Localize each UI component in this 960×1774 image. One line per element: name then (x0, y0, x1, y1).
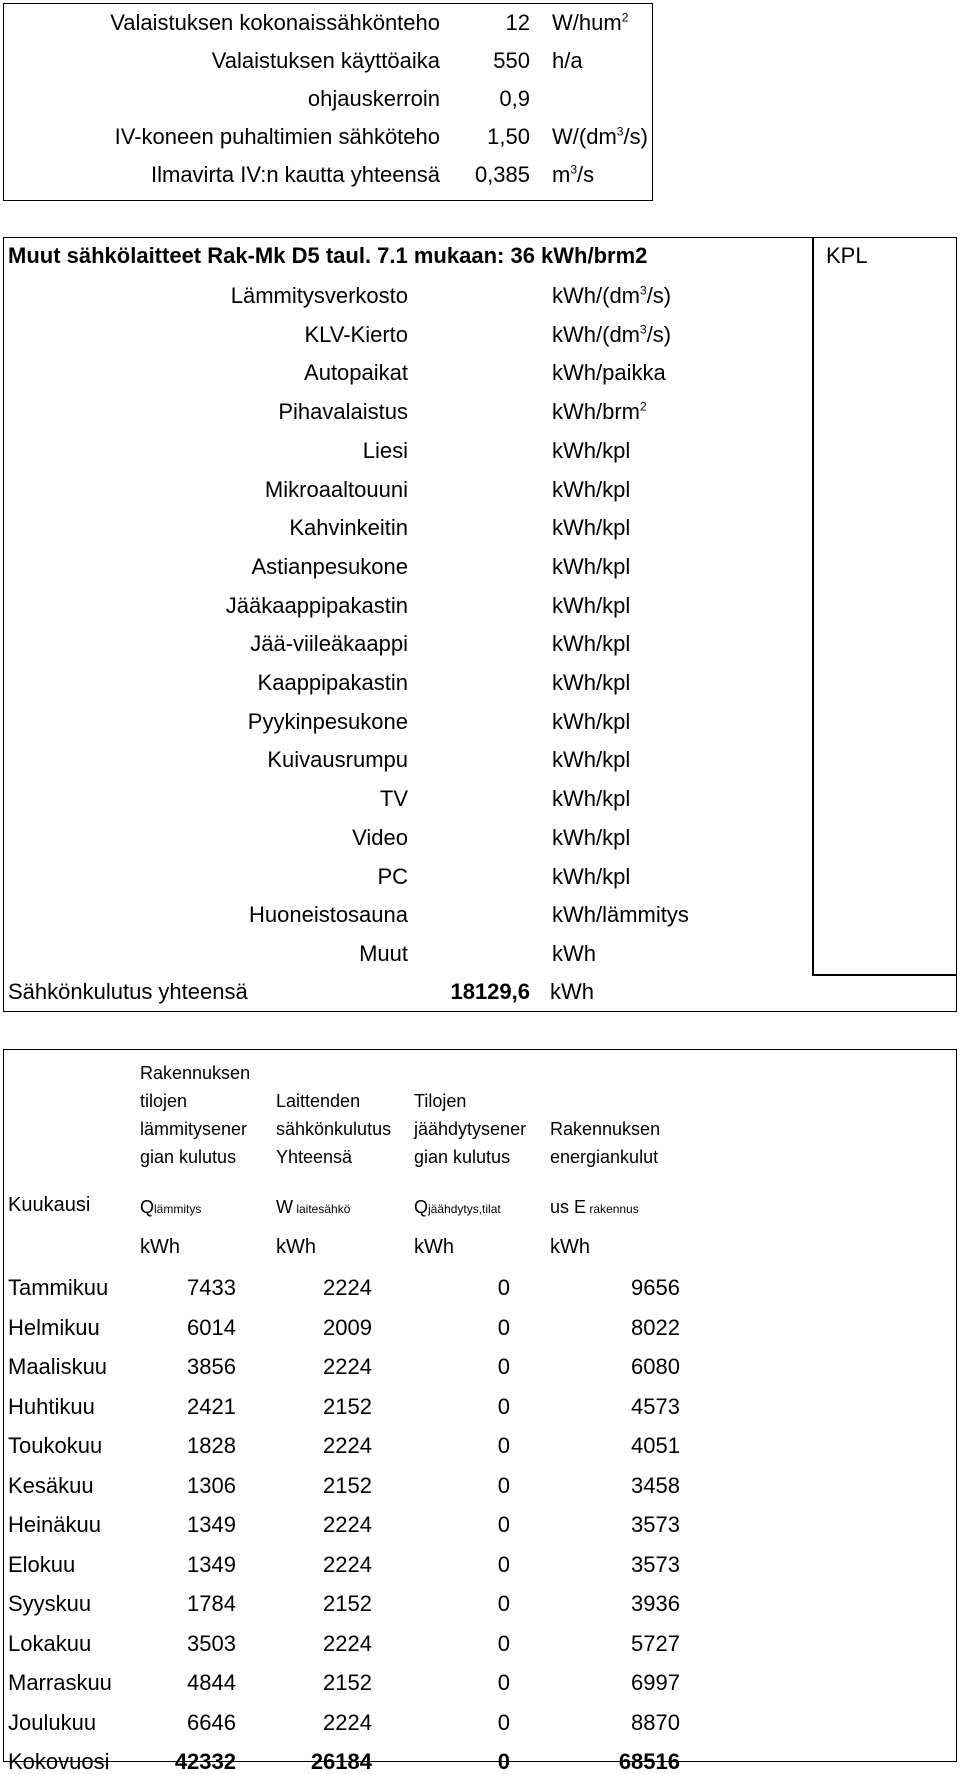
table-row-value: 1828 (187, 1433, 236, 1458)
table-row-value: 4573 (631, 1393, 680, 1419)
table-row-value: 0 (497, 1670, 510, 1695)
param-unit: $m^3/s$ (552, 162, 595, 187)
column-header-line: Rakennuksen (140, 1063, 251, 1083)
appliance-label: Autopaikat (304, 360, 408, 386)
column-header-line: Rakennuksen (550, 1119, 661, 1139)
column-header-line: tilojen (140, 1091, 188, 1111)
appliance-unit: kWh/kpl (552, 670, 631, 695)
param-unit: W/hum$^2$ (552, 10, 629, 35)
column-symbol: Qjäähdytys,tilat (414, 1197, 501, 1217)
param-value: 0,385 (474, 162, 530, 187)
table-row-month: Tammikuu (8, 1275, 109, 1300)
column-symbol-subscript: rakennus (586, 1202, 639, 1216)
total-value: 18129,6 (450, 979, 530, 1004)
table-row-value: 4051 (631, 1433, 680, 1458)
param-label: Valaistuksen kokonaissähkönteho (110, 10, 440, 35)
param-value: 550 (493, 48, 530, 73)
table-row-value: 2224 (323, 1275, 372, 1300)
table-row-value: 3856 (187, 1354, 236, 1379)
kpl-column-divider (812, 237, 814, 975)
appliance-unit: kWh/kpl (552, 708, 631, 734)
appliance-label: KLV-Kierto (304, 321, 408, 347)
appliances-box (3, 237, 957, 1012)
appliance-label: Lämmitysverkosto (230, 283, 408, 308)
table-row-month: Heinäkuu (8, 1512, 101, 1537)
param-label: Valaistuksen käyttöaika (211, 48, 440, 73)
table-row-value: 2152 (323, 1591, 372, 1616)
row-header: Kuukausi (8, 1194, 91, 1216)
table-row-value: 1306 (187, 1472, 236, 1498)
unit-superscript: 2 (621, 10, 629, 25)
appliance-label: PC (377, 863, 408, 889)
appliance-unit: kWh/kpl (552, 747, 631, 773)
table-row-value: 8022 (631, 1314, 680, 1340)
appliance-label: Jääkaappipakastin (225, 592, 408, 618)
column-header-line: energiankulut (550, 1147, 659, 1167)
column-symbol: Qlämmitys (140, 1197, 202, 1217)
table-row-value: 6080 (631, 1354, 680, 1379)
table-row-value: 0 (497, 1512, 510, 1537)
table-row-value: 0 (497, 1630, 510, 1656)
column-symbol: W laitesähkö (276, 1197, 351, 1217)
table-row-value: 2421 (187, 1393, 236, 1419)
param-label: Ilmavirta IV:n kautta yhteensä (151, 162, 440, 187)
table-row-month: Lokakuu (8, 1630, 92, 1656)
table-row-value: 4844 (187, 1670, 236, 1695)
param-unit: h/a (552, 48, 583, 73)
param-unit: $W/(dm^3/s)$ (552, 124, 648, 149)
column-header-line: jäähdytysener (414, 1119, 527, 1139)
total-unit: kWh (550, 979, 594, 1004)
appliance-unit: kWh/kpl (552, 515, 631, 541)
column-symbol-subscript: laitesähkö (293, 1202, 351, 1216)
column-header-line: Yhteensä (276, 1147, 353, 1167)
appliance-unit: kWh (552, 940, 596, 966)
column-header-line: Tilojen (414, 1091, 467, 1111)
table-row-value: 0 (497, 1433, 510, 1458)
table-total-row-month: Kokovuosi (8, 1749, 110, 1774)
param-value: 12 (505, 10, 530, 35)
column-symbol-subscript: jäähdytys,tilat (428, 1202, 501, 1216)
table-row-value: 3458 (631, 1472, 680, 1498)
appliance-unit: kWh/kpl (552, 631, 631, 657)
appliance-label: Mikroaaltouuni (264, 476, 408, 502)
table-row-value: 0 (497, 1472, 510, 1498)
table-row-month: Toukokuu (8, 1433, 103, 1458)
appliance-unit: kWh/kpl (552, 437, 631, 463)
table-row-value: 5727 (631, 1630, 680, 1656)
appliance-label: Huoneistosauna (248, 902, 408, 928)
table-row-value: 0 (497, 1591, 510, 1616)
table-row-value: 2224 (323, 1709, 372, 1735)
table-row-month: Joulukuu (8, 1709, 97, 1735)
table-total-row-value: 68516 (618, 1749, 680, 1774)
table-total-row-value: 42332 (174, 1749, 236, 1774)
table-row-month: Helmikuu (8, 1314, 100, 1340)
table-row-value: 6997 (631, 1670, 680, 1695)
table-total-row-value: 26184 (310, 1749, 372, 1774)
column-unit: kWh (414, 1236, 454, 1258)
table-row-value: 9656 (631, 1275, 680, 1300)
column-header-line: sähkönkulutus (276, 1119, 392, 1139)
kpl-header: KPL (826, 243, 868, 268)
table-row-value: 2224 (323, 1551, 372, 1577)
param-label: IV-koneen puhaltimien sähköteho (114, 124, 440, 149)
table-row-value: 6646 (187, 1709, 236, 1735)
appliance-label: Astianpesukone (251, 553, 408, 579)
appliance-unit: kWh/lämmitys (552, 902, 689, 928)
appliance-unit: kWh/$(dm^3/s)$ (552, 283, 672, 308)
appliance-label: Pihavalaistus (278, 399, 408, 425)
table-row-month: Elokuu (8, 1551, 76, 1577)
column-unit: kWh (140, 1236, 180, 1258)
unit-superscript: 3 (640, 283, 647, 298)
appliance-label: Muut (359, 940, 408, 966)
kpl-column-bottom (812, 974, 957, 976)
table-row-value: 0 (497, 1551, 510, 1577)
column-header-line: Laittenden (276, 1091, 361, 1111)
column-header-line: gian kulutus (140, 1147, 237, 1167)
table-row-value: 0 (497, 1393, 510, 1419)
param-label: ohjauskerroin (307, 86, 440, 111)
table-row-value: 2224 (323, 1433, 372, 1458)
appliance-unit: kWh/kpl (552, 553, 631, 579)
appliance-label: Jää-viileäkaappi (250, 631, 408, 657)
column-header-line: lämmitysener (140, 1119, 248, 1139)
unit-superscript: 3 (640, 322, 647, 337)
appliance-unit: kWh/paikka (552, 360, 666, 386)
appliance-unit: kWh/kpl (552, 476, 631, 502)
appliance-unit: kWh/kpl (552, 786, 631, 812)
column-unit: kWh (276, 1236, 316, 1258)
unit-superscript: 3 (570, 162, 578, 177)
appliance-label: Kahvinkeitin (289, 515, 408, 541)
table-row-value: 2152 (323, 1472, 372, 1498)
table-row-value: 1349 (187, 1551, 236, 1577)
table-row-value: 3936 (631, 1591, 680, 1616)
table-row-value: 2224 (323, 1630, 372, 1656)
table-row-value: 2152 (323, 1393, 372, 1419)
table-row-value: 6014 (187, 1314, 236, 1340)
table-row-value: 3503 (187, 1630, 236, 1656)
table-row-value: 2224 (323, 1354, 372, 1379)
table-row-month: Kesäkuu (8, 1472, 94, 1498)
column-symbol-subscript: lämmitys (154, 1202, 202, 1216)
appliance-unit: kWh/$(dm^3/s)$ (552, 321, 672, 347)
table-row-value: 0 (497, 1275, 510, 1300)
column-symbol: us E rakennus (550, 1197, 639, 1217)
column-header-line: gian kulutus (414, 1147, 511, 1167)
column-unit: kWh (550, 1236, 590, 1258)
table-row-value: 0 (497, 1709, 510, 1735)
appliance-label: Kuivausrumpu (267, 747, 408, 773)
table-row-month: Maaliskuu (8, 1354, 108, 1379)
appliances-title: Muut sähkölaitteet Rak-Mk D5 taul. 7.1 mukaan: 36 kWh/brm2 (8, 243, 648, 268)
param-value: 0,9 (499, 86, 530, 111)
appliance-label: Video (352, 824, 408, 850)
table-row-value: 2009 (323, 1314, 372, 1340)
table-row-value: 7433 (187, 1275, 236, 1300)
table-row-month: Syyskuu (8, 1591, 92, 1616)
appliance-label: Liesi (362, 437, 408, 463)
table-row-value: 2152 (323, 1670, 372, 1695)
appliance-unit: kWh/brm$^2$ (552, 399, 647, 425)
table-row-value: 3573 (631, 1512, 680, 1537)
table-row-value: 3573 (631, 1551, 680, 1577)
table-row-value: 1349 (187, 1512, 236, 1537)
table-row-value: 2224 (323, 1512, 372, 1537)
table-row-value: 1784 (187, 1591, 236, 1616)
appliance-unit: kWh/kpl (552, 824, 631, 850)
table-row-month: Huhtikuu (8, 1393, 95, 1419)
table-total-row-value: 0 (497, 1749, 510, 1774)
appliance-label: Pyykinpesukone (247, 708, 408, 734)
appliance-label: TV (379, 786, 408, 812)
appliance-unit: kWh/kpl (552, 592, 631, 618)
table-row-value: 8870 (631, 1709, 680, 1735)
unit-superscript: 2 (640, 399, 647, 414)
table-row-month: Marraskuu (8, 1670, 112, 1695)
appliance-label: Kaappipakastin (257, 670, 408, 695)
unit-superscript: 3 (616, 124, 624, 139)
table-row-value: 0 (497, 1354, 510, 1379)
param-value: 1,50 (487, 124, 530, 149)
total-label: Sähkönkulutus yhteensä (8, 979, 248, 1004)
appliance-unit: kWh/kpl (552, 863, 631, 889)
table-row-value: 0 (497, 1314, 510, 1340)
